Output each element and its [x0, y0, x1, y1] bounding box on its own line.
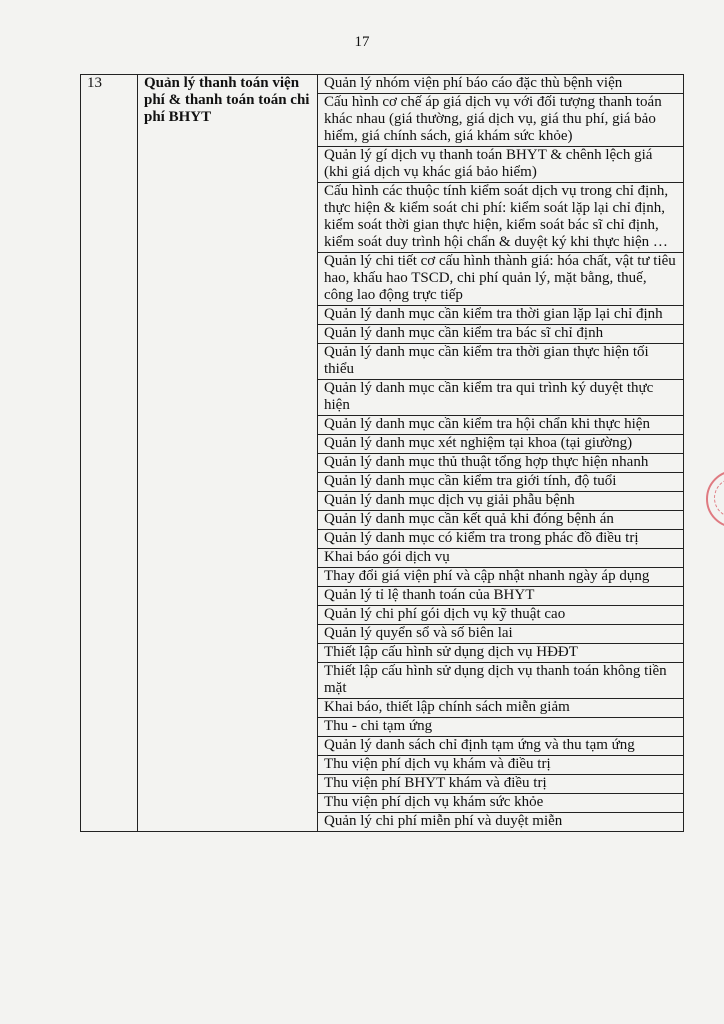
- requirements-table-body: [81, 75, 684, 832]
- feature-item: Quản lý gí dịch vụ thanh toán BHYT & chênh lệch giá (khi giá dịch vụ khác giá bảo hiểm): [318, 147, 684, 183]
- table-row: [81, 75, 684, 94]
- feature-item: Quản lý danh sách chỉ định tạm ứng và thu tạm ứng: [318, 737, 684, 756]
- feature-item: Quản lý chi phí gói dịch vụ kỹ thuật cao: [318, 606, 684, 625]
- function-group: Quản lý thanh toán viện phí & thanh toán toán chi phí BHYT: [138, 75, 318, 832]
- requirements-table: [80, 74, 684, 832]
- feature-item: Quản lý chi phí miễn phí và duyệt miễn: [318, 813, 684, 832]
- row-number: 13: [81, 75, 138, 832]
- feature-item: Quản lý danh mục cần kiểm tra giới tính, độ tuổi: [318, 473, 684, 492]
- feature-item: Cấu hình cơ chế áp giá dịch vụ với đối tượng thanh toán khác nhau (giá thường, giá dịch vụ, giá thu phí, giá bảo hiểm, giá chính sách, giá khám sức khỏe): [318, 94, 684, 147]
- feature-item: Quản lý danh mục cần kết quả khi đóng bệnh án: [318, 511, 684, 530]
- feature-item: Quản lý danh mục xét nghiệm tại khoa (tại giường): [318, 435, 684, 454]
- feature-item: Khai báo gói dịch vụ: [318, 549, 684, 568]
- feature-item: Thu - chi tạm ứng: [318, 718, 684, 737]
- feature-item: Thiết lập cấu hình sử dụng dịch vụ thanh toán không tiền mặt: [318, 663, 684, 699]
- feature-item: Quản lý danh mục cần kiểm tra thời gian thực hiện tối thiểu: [318, 344, 684, 380]
- feature-item: Quản lý danh mục cần kiểm tra thời gian lặp lại chỉ định: [318, 306, 684, 325]
- feature-item: Quản lý tỉ lệ thanh toán của BHYT: [318, 587, 684, 606]
- feature-item: Quản lý danh mục cần kiểm tra hội chẩn khi thực hiện: [318, 416, 684, 435]
- feature-item: Quản lý danh mục cần kiểm tra qui trình ký duyệt thực hiện: [318, 380, 684, 416]
- red-seal-stamp-inner-ring: [714, 478, 724, 518]
- feature-item: Thiết lập cấu hình sử dụng dịch vụ HĐĐT: [318, 644, 684, 663]
- feature-item: Khai báo, thiết lập chính sách miễn giảm: [318, 699, 684, 718]
- feature-item: Thu viện phí dịch vụ khám và điều trị: [318, 756, 684, 775]
- feature-item: Quản lý nhóm viện phí báo cáo đặc thù bệnh viện: [318, 75, 684, 94]
- feature-item: Quản lý chi tiết cơ cấu hình thành giá: hóa chất, vật tư tiêu hao, khấu hao TSCD, chi phí quản lý, mặt bằng, thuế, công lao động trực tiếp: [318, 253, 684, 306]
- red-seal-stamp: [706, 470, 724, 528]
- feature-item: Quản lý danh mục dịch vụ giải phẫu bệnh: [318, 492, 684, 511]
- feature-item: Thu viện phí BHYT khám và điều trị: [318, 775, 684, 794]
- feature-item: Quản lý quyển sổ và số biên lai: [318, 625, 684, 644]
- feature-item: Quản lý danh mục có kiểm tra trong phác đồ điều trị: [318, 530, 684, 549]
- page-number: 17: [354, 34, 370, 50]
- feature-item: Thay đổi giá viện phí và cập nhật nhanh ngày áp dụng: [318, 568, 684, 587]
- feature-item: Quản lý danh mục thủ thuật tổng hợp thực hiện nhanh: [318, 454, 684, 473]
- feature-item: Cấu hình các thuộc tính kiểm soát dịch vụ trong chỉ định, thực hiện & kiểm soát chi phí: kiểm soát lặp lại chỉ định, kiểm soát thời gian thực hiện, kiểm soát bác sĩ chỉ định, kiểm soát duy trình hội chẩn & duyệt ký khi thực hiện …: [318, 183, 684, 253]
- feature-item: Thu viện phí dịch vụ khám sức khỏe: [318, 794, 684, 813]
- feature-item: Quản lý danh mục cần kiểm tra bác sĩ chỉ định: [318, 325, 684, 344]
